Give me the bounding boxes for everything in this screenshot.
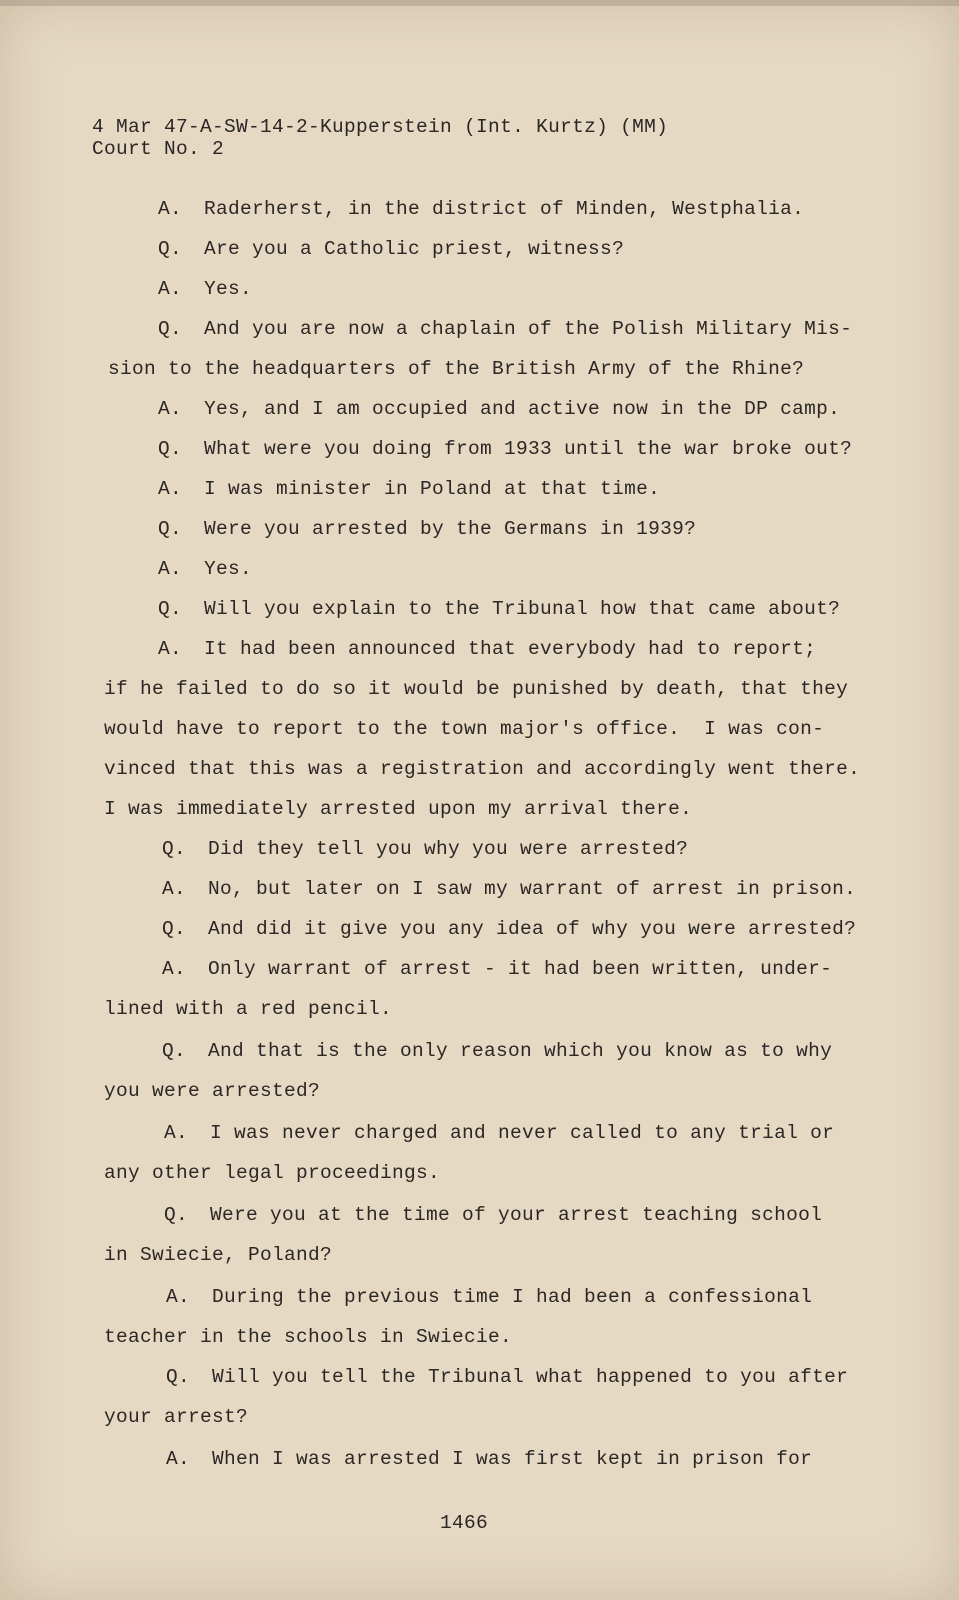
line-text: Are you a Catholic priest, witness? (204, 238, 625, 260)
speaker-label: Q. (158, 518, 183, 540)
line-text: teacher in the schools in Swiecie. (104, 1326, 513, 1348)
line-text: I was immediately arrested upon my arrival there. (104, 798, 693, 820)
transcript-line (158, 558, 252, 580)
transcript-line (104, 798, 692, 820)
speaker-label: Q. (158, 598, 183, 620)
line-text: Were you at the time of your arrest teaching school (210, 1204, 823, 1226)
line-text: lined with a red pencil. (104, 998, 393, 1020)
transcript-line (104, 1406, 248, 1428)
line-text: Yes, and I am occupied and active now in the DP camp. (204, 398, 841, 420)
transcript-line (104, 718, 824, 740)
speaker-label: A. (158, 638, 183, 660)
page-edge (0, 0, 959, 6)
transcript-line (158, 238, 624, 260)
speaker-label: A. (158, 398, 183, 420)
speaker-label: Q. (158, 238, 183, 260)
transcript-line (104, 1244, 332, 1266)
line-text: any other legal proceedings. (104, 1162, 441, 1184)
transcript-line (158, 638, 816, 660)
speaker-label: Q. (166, 1366, 191, 1388)
line-text: if he failed to do so it would be punished by death, that they (104, 678, 849, 700)
line-text: Raderherst, in the district of Minden, Westphalia. (204, 198, 805, 220)
speaker-label: A. (158, 278, 183, 300)
transcript-line (104, 1326, 512, 1348)
speaker-label: A. (162, 878, 187, 900)
speaker-label: Q. (158, 318, 183, 340)
speaker-label: Q. (164, 1204, 189, 1226)
transcript-line (162, 878, 856, 900)
line-text: Only warrant of arrest - it had been written, under- (208, 958, 833, 980)
speaker-label: Q. (162, 918, 187, 940)
speaker-label: A. (158, 198, 183, 220)
transcript-line (158, 438, 852, 460)
transcript-line (104, 678, 848, 700)
line-text: And you are now a chaplain of the Polish Military Mis- (204, 318, 853, 340)
transcript-line (158, 518, 696, 540)
line-text: Yes. (204, 558, 253, 580)
transcript-line (158, 198, 804, 220)
line-text: During the previous time I had been a confessional (212, 1286, 813, 1308)
line-text: No, but later on I saw my warrant of arrest in prison. (208, 878, 857, 900)
page-number: 1466 (440, 1512, 489, 1534)
transcript-line (166, 1448, 812, 1470)
transcript-line (158, 598, 840, 620)
speaker-label: Q. (162, 1040, 187, 1062)
line-text: in Swiecie, Poland? (104, 1244, 333, 1266)
line-text: And that is the only reason which you know as to why (208, 1040, 833, 1062)
transcript-line (158, 398, 840, 420)
speaker-label: A. (166, 1448, 191, 1470)
transcript-line (164, 1122, 834, 1144)
page-header (92, 116, 668, 160)
line-text: Were you arrested by the Germans in 1939? (204, 518, 697, 540)
transcript-line (108, 358, 804, 380)
transcript-line (104, 1162, 440, 1184)
transcript-line (162, 918, 856, 940)
line-text: vinced that this was a registration and accordingly went there. (104, 758, 861, 780)
speaker-label: A. (162, 958, 187, 980)
header-line-1: 4 Mar 47-A-SW-14-2-Kupperstein (Int. Kurtz) (MM) (92, 116, 669, 138)
line-text: Did they tell you why you were arrested? (208, 838, 689, 860)
line-text: I was minister in Poland at that time. (204, 478, 661, 500)
speaker-label: A. (166, 1286, 191, 1308)
speaker-label: Q. (158, 438, 183, 460)
transcript-line (158, 278, 252, 300)
transcript-line (104, 998, 392, 1020)
line-text: sion to the headquarters of the British Army of the Rhine? (108, 358, 805, 380)
speaker-label: A. (164, 1122, 189, 1144)
line-text: It had been announced that everybody had to report; (204, 638, 817, 660)
line-text: When I was arrested I was first kept in prison for (212, 1448, 813, 1470)
transcript-line (162, 958, 832, 980)
transcript-line (104, 1080, 320, 1102)
line-text: your arrest? (104, 1406, 249, 1428)
transcript-line (162, 838, 688, 860)
transcript-line (166, 1286, 812, 1308)
transcript-line (162, 1040, 832, 1062)
line-text: Yes. (204, 278, 253, 300)
speaker-label: A. (158, 558, 183, 580)
line-text: you were arrested? (104, 1080, 321, 1102)
line-text: would have to report to the town major's office. I was con- (104, 718, 825, 740)
line-text: I was never charged and never called to any trial or (210, 1122, 835, 1144)
transcript-line (158, 478, 660, 500)
line-text: Will you tell the Tribunal what happened to you after (212, 1366, 849, 1388)
transcript-line (104, 758, 860, 780)
line-text: What were you doing from 1933 until the war broke out? (204, 438, 853, 460)
transcript-line (158, 318, 852, 340)
transcript-line (164, 1204, 822, 1226)
line-text: Will you explain to the Tribunal how that came about? (204, 598, 841, 620)
transcript-line (166, 1366, 848, 1388)
header-line-2: Court No. 2 (92, 138, 225, 160)
speaker-label: Q. (162, 838, 187, 860)
speaker-label: A. (158, 478, 183, 500)
line-text: And did it give you any idea of why you were arrested? (208, 918, 857, 940)
